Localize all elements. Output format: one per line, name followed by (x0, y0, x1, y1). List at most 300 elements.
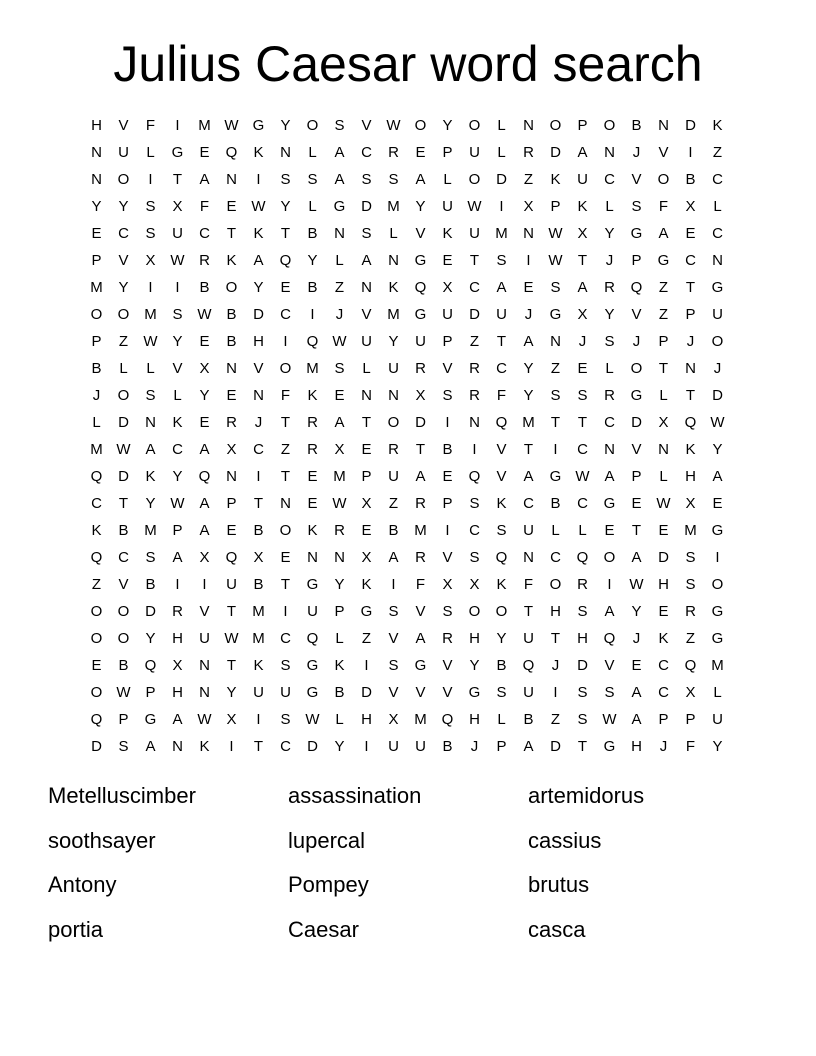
grid-letter: U (118, 144, 129, 161)
grid-letter: C (604, 414, 615, 431)
grid-letter: N (361, 387, 372, 404)
grid-letter: K (442, 225, 453, 242)
grid-letter: V (415, 684, 426, 701)
grid-letter: Y (604, 306, 615, 323)
grid-letter: K (658, 630, 669, 647)
grid-letter: S (442, 387, 453, 404)
word-list-item: Antony (48, 872, 117, 897)
grid-letter: E (91, 225, 102, 242)
grid-row (83, 409, 733, 436)
grid-letter: N (523, 117, 534, 134)
grid-letter: A (604, 603, 615, 620)
grid-letter: E (658, 522, 669, 539)
grid-row (83, 679, 733, 706)
grid-letter: B (118, 657, 129, 674)
grid-letter: G (414, 306, 427, 323)
grid-letter: G (711, 279, 724, 296)
grid-letter: N (226, 171, 237, 188)
grid-letter: V (442, 360, 453, 377)
grid-letter: G (414, 252, 427, 269)
grid-letter: Y (199, 387, 210, 404)
grid-letter: E (631, 495, 642, 512)
grid-letter: K (307, 522, 318, 539)
grid-letter: F (685, 738, 696, 755)
grid-letter: A (334, 144, 345, 161)
grid-letter: X (685, 684, 696, 701)
grid-letter: V (118, 576, 129, 593)
grid-letter: P (658, 333, 669, 350)
grid-letter: T (550, 630, 561, 647)
grid-letter: T (172, 171, 183, 188)
grid-letter: Q (90, 711, 103, 728)
grid-letter: V (415, 225, 426, 242)
grid-letter: F (523, 576, 534, 593)
grid-row (83, 625, 733, 652)
grid-letter: R (388, 144, 399, 161)
grid-letter: O (711, 576, 724, 593)
grid-letter: J (632, 144, 641, 161)
grid-row (83, 490, 733, 517)
grid-letter: T (685, 279, 696, 296)
grid-letter: R (685, 603, 696, 620)
grid-letter: D (550, 144, 561, 161)
grid-letter: S (496, 522, 507, 539)
grid-letter: L (713, 198, 722, 215)
grid-letter: R (307, 441, 318, 458)
grid-letter: O (549, 117, 562, 134)
grid-letter: V (388, 684, 399, 701)
grid-letter: E (307, 495, 318, 512)
grid-letter: O (225, 279, 238, 296)
grid-letter: R (226, 414, 237, 431)
grid-letter: K (361, 576, 372, 593)
grid-letter: J (92, 387, 101, 404)
grid-letter: H (550, 603, 561, 620)
grid-letter: I (175, 279, 180, 296)
grid-letter: S (496, 252, 507, 269)
grid-letter: K (577, 198, 588, 215)
grid-letter: O (414, 117, 427, 134)
grid-letter: W (305, 711, 320, 728)
grid-letter: D (91, 738, 102, 755)
grid-letter: R (577, 576, 588, 593)
grid-letter: V (118, 252, 129, 269)
grid-letter: O (495, 603, 508, 620)
grid-letter: E (523, 279, 534, 296)
grid-letter: V (361, 117, 372, 134)
grid-letter: X (523, 198, 534, 215)
grid-letter: S (280, 171, 291, 188)
grid-letter: G (630, 225, 643, 242)
grid-letter: D (712, 387, 723, 404)
grid-letter: N (91, 144, 102, 161)
grid-letter: U (280, 684, 291, 701)
grid-letter: V (496, 468, 507, 485)
grid-letter: A (523, 333, 534, 350)
grid-letter: I (472, 441, 477, 458)
grid-letter: S (388, 657, 399, 674)
grid-letter: M (387, 198, 400, 215)
grid-letter: G (306, 657, 319, 674)
grid-letter: L (497, 711, 506, 728)
grid-letter: C (577, 441, 588, 458)
grid-letter: E (226, 387, 237, 404)
grid-letter: N (550, 333, 561, 350)
grid-letter: C (604, 171, 615, 188)
grid-letter: U (253, 684, 264, 701)
grid-letter: T (226, 225, 237, 242)
grid-letter: N (199, 657, 210, 674)
grid-letter: M (252, 630, 265, 647)
grid-letter: A (172, 711, 183, 728)
grid-letter: K (226, 252, 237, 269)
grid-letter: W (548, 252, 563, 269)
grid-letter: S (685, 549, 696, 566)
grid-letter: B (307, 279, 318, 296)
grid-letter: W (170, 495, 185, 512)
grid-letter: L (578, 522, 587, 539)
grid-letter: S (550, 279, 561, 296)
grid-letter: O (468, 171, 481, 188)
grid-letter: Q (225, 144, 238, 161)
grid-letter: I (283, 603, 288, 620)
grid-letter: U (415, 738, 426, 755)
grid-letter: K (253, 657, 264, 674)
grid-letter: W (143, 333, 158, 350)
grid-letter: A (388, 549, 399, 566)
grid-letter: N (658, 117, 669, 134)
grid-letter: S (442, 603, 453, 620)
grid-letter: U (388, 738, 399, 755)
grid-letter: U (172, 225, 183, 242)
grid-letter: M (198, 117, 211, 134)
grid-letter: R (469, 360, 480, 377)
grid-letter: M (414, 522, 427, 539)
grid-row (83, 463, 733, 490)
grid-letter: A (523, 738, 534, 755)
grid-letter: T (631, 522, 642, 539)
grid-letter: G (711, 522, 724, 539)
grid-letter: Q (198, 468, 211, 485)
grid-letter: X (172, 657, 183, 674)
grid-letter: P (631, 468, 642, 485)
grid-letter: I (148, 279, 153, 296)
grid-letter: V (442, 657, 453, 674)
grid-letter: S (604, 333, 615, 350)
grid-letter: T (226, 657, 237, 674)
grid-letter: X (415, 387, 426, 404)
grid-letter: H (172, 684, 183, 701)
grid-letter: C (118, 225, 129, 242)
grid-letter: U (712, 306, 723, 323)
grid-letter: S (577, 684, 588, 701)
grid-letter: J (659, 738, 668, 755)
word-list-item: brutus (528, 872, 590, 897)
grid-letter: O (657, 171, 670, 188)
grid-letter: G (711, 630, 724, 647)
grid-letter: A (415, 171, 426, 188)
grid-letter: X (145, 252, 156, 269)
grid-letter: D (415, 414, 426, 431)
grid-letter: H (91, 117, 102, 134)
grid-letter: Q (90, 549, 103, 566)
grid-letter: H (658, 576, 669, 593)
grid-letter: B (442, 441, 453, 458)
grid-letter: M (387, 306, 400, 323)
grid-letter: X (361, 549, 372, 566)
grid-letter: B (685, 171, 696, 188)
grid-letter: I (445, 414, 450, 431)
grid-letter: F (145, 117, 156, 134)
grid-letter: Q (144, 657, 157, 674)
grid-letter: E (658, 603, 669, 620)
grid-letter: O (306, 117, 319, 134)
grid-letter: Z (469, 333, 480, 350)
grid-letter: J (254, 414, 263, 431)
grid-letter: N (523, 549, 534, 566)
grid-letter: T (253, 738, 264, 755)
grid-letter: M (144, 306, 157, 323)
grid-letter: I (148, 171, 153, 188)
grid-letter: T (577, 738, 588, 755)
grid-letter: Y (118, 279, 129, 296)
grid-letter: N (226, 360, 237, 377)
grid-letter: E (199, 414, 210, 431)
grid-letter: M (495, 225, 508, 242)
word-list (48, 778, 768, 956)
grid-letter: I (256, 468, 261, 485)
grid-letter: Y (334, 738, 345, 755)
grid-letter: X (172, 198, 183, 215)
grid-letter: P (442, 333, 453, 350)
grid-letter: Y (280, 198, 291, 215)
grid-letter: R (415, 495, 426, 512)
grid-letter: X (199, 549, 210, 566)
grid-letter: X (442, 576, 453, 593)
grid-letter: R (604, 387, 615, 404)
grid-row (83, 733, 733, 760)
grid-letter: W (224, 630, 239, 647)
grid-row (83, 220, 733, 247)
word-list-item: assassination (288, 783, 422, 808)
grid-letter: K (253, 225, 264, 242)
grid-letter: D (361, 198, 372, 215)
grid-letter: X (199, 360, 210, 377)
grid-letter: L (146, 144, 155, 161)
grid-letter: U (442, 198, 453, 215)
grid-letter: I (175, 117, 180, 134)
grid-letter: K (550, 171, 561, 188)
grid-letter: I (553, 684, 558, 701)
grid-letter: E (442, 252, 453, 269)
grid-letter: S (118, 738, 129, 755)
grid-letter: O (603, 117, 616, 134)
grid-letter: Y (334, 576, 345, 593)
grid-letter: P (361, 468, 372, 485)
grid-letter: V (631, 441, 642, 458)
grid-letter: B (631, 117, 642, 134)
grid-letter: L (362, 360, 371, 377)
grid-letter: B (145, 576, 156, 593)
grid-letter: B (226, 306, 237, 323)
grid-letter: Q (684, 657, 697, 674)
grid-letter: X (469, 576, 480, 593)
grid-letter: A (523, 468, 534, 485)
grid-letter: D (307, 738, 318, 755)
grid-letter: Z (388, 495, 399, 512)
grid-letter: E (604, 522, 615, 539)
grid-letter: V (658, 144, 669, 161)
grid-letter: O (279, 360, 292, 377)
grid-letter: E (199, 333, 210, 350)
grid-letter: W (170, 252, 185, 269)
grid-letter: N (469, 414, 480, 431)
grid-letter: B (442, 738, 453, 755)
grid-letter: U (307, 603, 318, 620)
grid-letter: E (280, 549, 291, 566)
grid-letter: S (496, 684, 507, 701)
grid-letter: U (523, 522, 534, 539)
grid-letter: T (280, 225, 291, 242)
grid-letter: Q (306, 333, 319, 350)
grid-letter: O (468, 603, 481, 620)
grid-letter: T (577, 252, 588, 269)
grid-letter: C (523, 495, 534, 512)
grid-letter: E (361, 522, 372, 539)
grid-letter: B (496, 657, 507, 674)
grid-letter: X (226, 441, 237, 458)
grid-letter: B (226, 333, 237, 350)
grid-letter: X (685, 495, 696, 512)
grid-letter: F (658, 198, 669, 215)
grid-row (83, 139, 733, 166)
grid-letter: E (280, 279, 291, 296)
grid-letter: T (226, 603, 237, 620)
grid-letter: Z (658, 306, 669, 323)
grid-letter: I (283, 333, 288, 350)
page-title: Julius Caesar word search (113, 36, 703, 92)
grid-letter: S (577, 711, 588, 728)
grid-letter: V (172, 360, 183, 377)
grid-letter: E (226, 198, 237, 215)
grid-letter: Y (496, 630, 507, 647)
grid-letter: P (631, 252, 642, 269)
grid-letter: U (442, 306, 453, 323)
grid-letter: V (442, 684, 453, 701)
grid-letter: O (630, 360, 643, 377)
grid-letter: C (550, 549, 561, 566)
grid-letter: R (415, 549, 426, 566)
grid-letter: S (469, 549, 480, 566)
grid-row (83, 274, 733, 301)
grid-letter: J (605, 252, 614, 269)
grid-letter: V (496, 441, 507, 458)
grid-letter: U (712, 711, 723, 728)
grid-letter: D (577, 657, 588, 674)
grid-letter: Z (361, 630, 372, 647)
grid-letter: U (577, 171, 588, 188)
grid-letter: P (172, 522, 183, 539)
grid-letter: S (361, 171, 372, 188)
grid-letter: A (199, 441, 210, 458)
grid-letter: N (712, 252, 723, 269)
grid-letter: W (575, 468, 590, 485)
grid-letter: X (334, 441, 345, 458)
grid-letter: U (496, 306, 507, 323)
grid-letter: R (523, 144, 534, 161)
grid-letter: G (711, 603, 724, 620)
grid-letter: D (631, 414, 642, 431)
grid-letter: I (202, 576, 207, 593)
grid-letter: T (253, 495, 264, 512)
grid-letter: J (551, 657, 560, 674)
grid-letter: X (658, 414, 669, 431)
grid-letter: Y (712, 738, 723, 755)
grid-letter: T (280, 576, 291, 593)
grid-letter: M (252, 603, 265, 620)
grid-letter: H (361, 711, 372, 728)
grid-letter: H (469, 630, 480, 647)
grid-letter: S (334, 117, 345, 134)
grid-letter: A (199, 495, 210, 512)
grid-letter: Z (550, 360, 561, 377)
grid-row (83, 193, 733, 220)
grid-letter: Q (603, 630, 616, 647)
grid-letter: B (118, 522, 129, 539)
grid-letter: C (280, 738, 291, 755)
grid-letter: Q (90, 468, 103, 485)
grid-letter: G (549, 306, 562, 323)
grid-letter: Z (91, 576, 102, 593)
grid-letter: C (118, 549, 129, 566)
grid-letter: J (686, 333, 695, 350)
grid-letter: Z (280, 441, 291, 458)
grid-letter: I (688, 144, 693, 161)
grid-letter: L (335, 252, 344, 269)
grid-letter: L (659, 468, 668, 485)
grid-letter: I (229, 738, 234, 755)
grid-letter: L (92, 414, 101, 431)
grid-letter: I (715, 549, 720, 566)
grid-letter: X (577, 225, 588, 242)
grid-letter: D (118, 468, 129, 485)
grid-row (83, 328, 733, 355)
grid-letter: A (199, 171, 210, 188)
grid-letter: G (252, 117, 265, 134)
grid-letter: N (280, 144, 291, 161)
grid-letter: S (361, 225, 372, 242)
grid-letter: U (523, 684, 534, 701)
grid-letter: O (117, 603, 130, 620)
grid-letter: B (388, 522, 399, 539)
grid-letter: M (684, 522, 697, 539)
word-list-item: Metelluscimber (48, 783, 196, 808)
grid-letter: E (712, 495, 723, 512)
grid-letter: Q (495, 549, 508, 566)
grid-letter: V (604, 657, 615, 674)
grid-letter: Y (523, 360, 534, 377)
grid-letter: V (118, 117, 129, 134)
grid-letter: X (253, 549, 264, 566)
grid-letter: U (388, 468, 399, 485)
grid-letter: F (415, 576, 426, 593)
grid-row (83, 247, 733, 274)
grid-letter: G (603, 738, 616, 755)
grid-letter: K (145, 468, 156, 485)
grid-letter: O (90, 306, 103, 323)
grid-letter: K (172, 414, 183, 431)
grid-letter: O (387, 414, 400, 431)
